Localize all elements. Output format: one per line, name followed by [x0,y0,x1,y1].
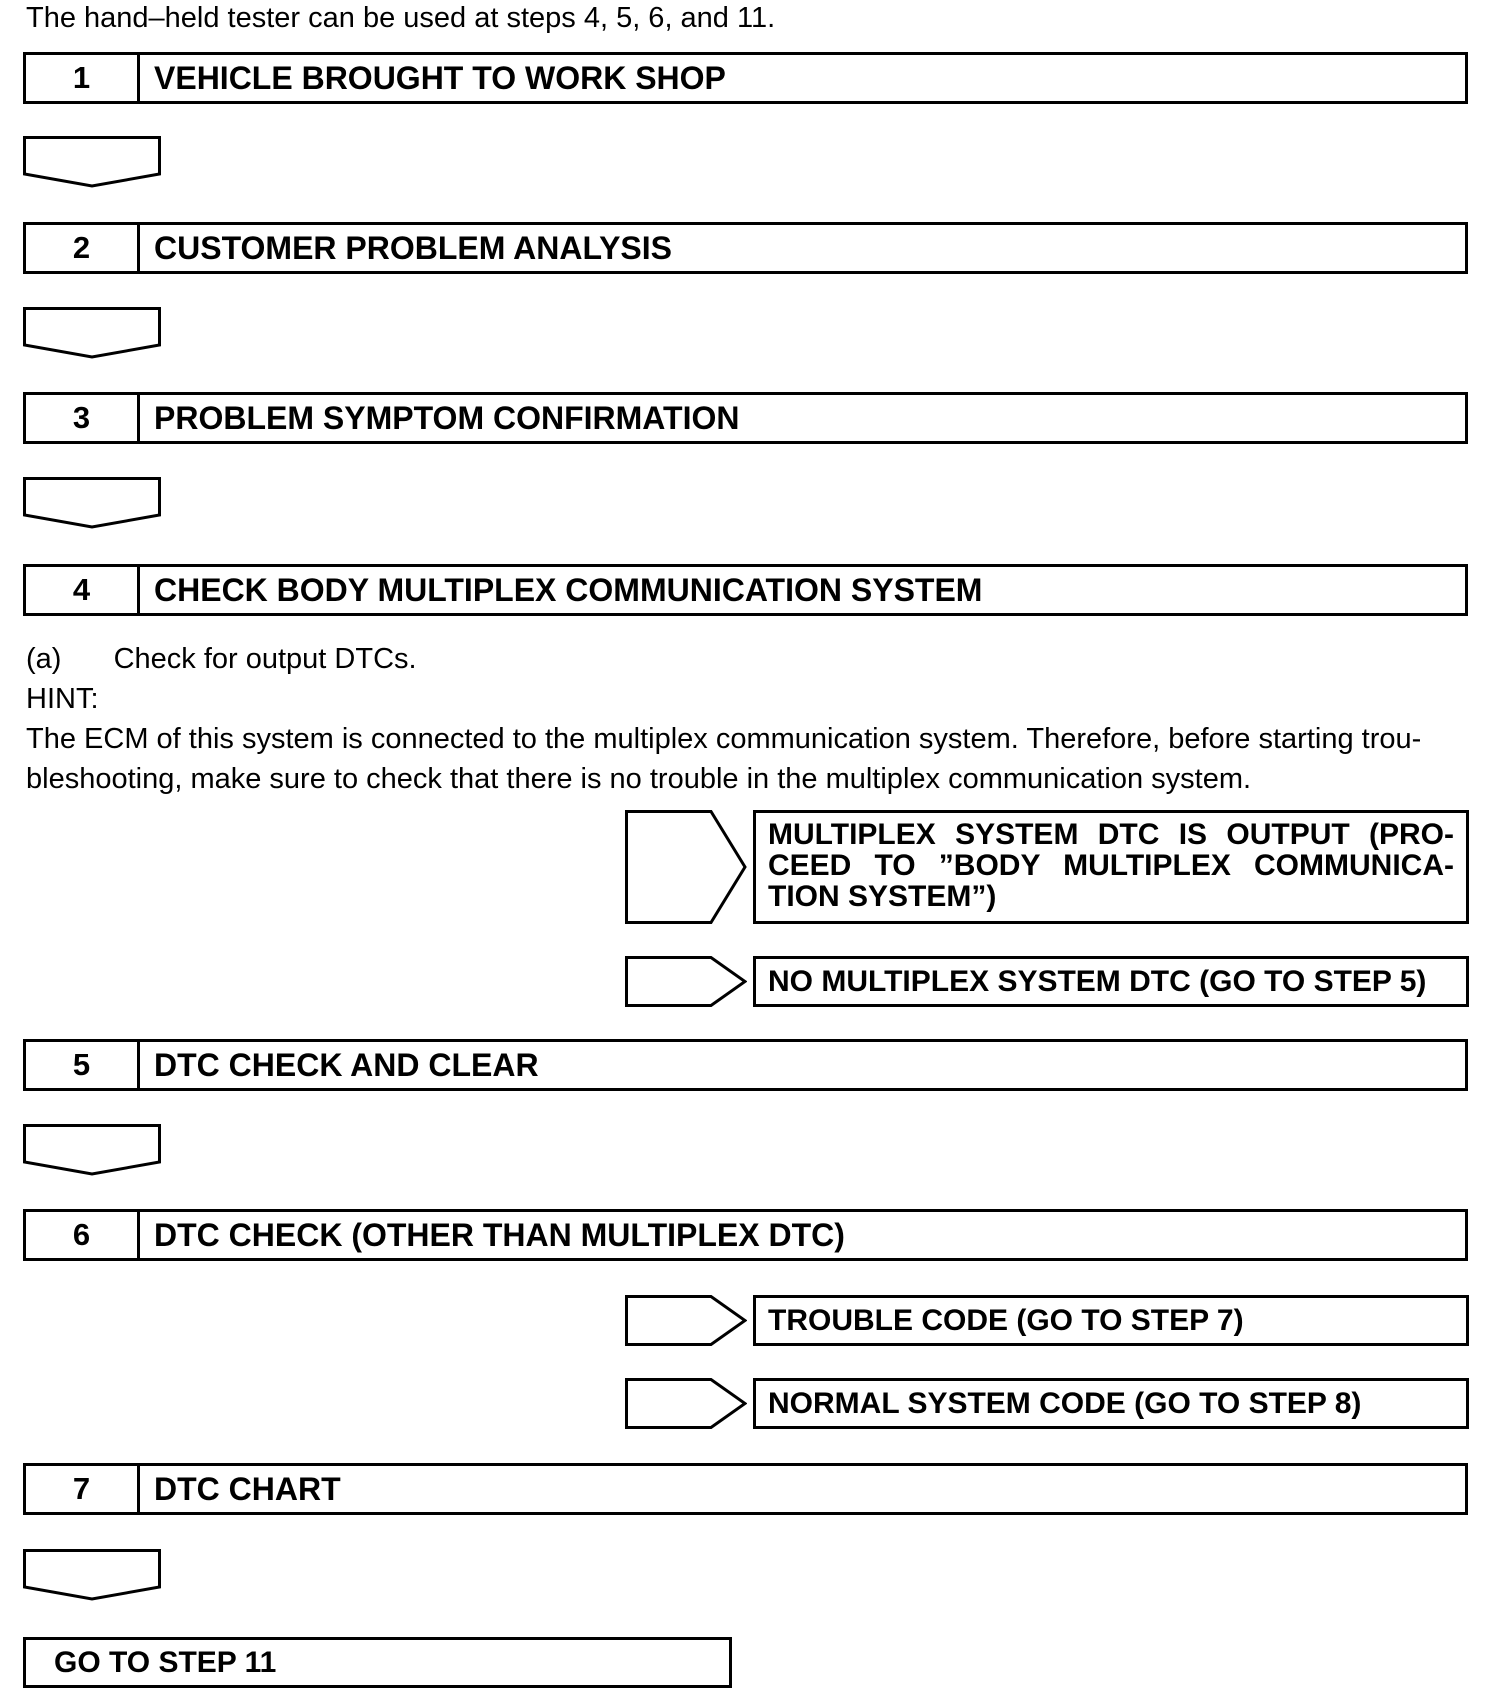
step-number: 3 [26,395,140,441]
step-4-item [26,643,417,676]
goto-step-11-box: GO TO STEP 11 [23,1637,732,1688]
step-6-box [23,1209,1468,1261]
step-number: 2 [26,225,140,271]
right-arrow-icon [625,1378,747,1429]
step-title: PROBLEM SYMPTOM CONFIRMATION [154,399,740,436]
step-7-box [23,1463,1468,1515]
step-4-box [23,564,1468,616]
result-normal-system-code: NORMAL SYSTEM CODE (GO TO STEP 8) [753,1378,1469,1429]
step-number: 5 [26,1042,140,1088]
step-5-box [23,1039,1468,1091]
down-arrow-icon [23,136,161,188]
step-title: CHECK BODY MULTIPLEX COMMUNICATION SYSTEM [154,571,983,608]
result-multiplex-dtc-output [753,810,1469,924]
step-title: DTC CHART [154,1470,341,1507]
step-title: VEHICLE BROUGHT TO WORK SHOP [154,59,726,96]
step-3-box [23,392,1468,444]
down-arrow-icon [23,477,161,529]
step-number: 7 [26,1466,140,1512]
down-arrow-icon [23,307,161,359]
step-2-box [23,222,1468,274]
step-1-box [23,52,1468,104]
hint-text-line-2: bleshooting, make sure to check that there is no trouble in the multiplex communication system. [26,763,1252,795]
step-number: 6 [26,1212,140,1258]
result-line-3: TION SYSTEM”) [768,880,997,913]
hint-text-line-1: The ECM of this system is connected to the multiplex communication system. Therefore, before starting trou- [26,723,1422,755]
intro-text: The hand–held tester can be used at steps 4, 5, 6, and 11. [26,2,776,34]
result-trouble-code: TROUBLE CODE (GO TO STEP 7) [753,1295,1469,1346]
item-text: Check for output DTCs. [113,643,417,675]
result-no-multiplex-dtc: NO MULTIPLEX SYSTEM DTC (GO TO STEP 5) [753,956,1469,1007]
down-arrow-icon [23,1124,161,1176]
hint-label: HINT: [26,683,99,715]
step-number: 4 [26,567,140,613]
step-title: DTC CHECK AND CLEAR [154,1046,539,1083]
step-number: 1 [26,55,140,101]
right-arrow-icon [625,810,747,924]
step-title: DTC CHECK (OTHER THAN MULTIPLEX DTC) [154,1216,845,1253]
result-line-1: MULTIPLEX SYSTEM DTC IS OUTPUT (PRO- [768,818,1454,851]
down-arrow-icon [23,1549,161,1601]
right-arrow-icon [625,956,747,1007]
result-line-2: CEED TO ”BODY MULTIPLEX COMMUNICA- [768,849,1454,882]
step-title: CUSTOMER PROBLEM ANALYSIS [154,229,672,266]
item-label: (a) [26,643,62,675]
right-arrow-icon [625,1295,747,1346]
